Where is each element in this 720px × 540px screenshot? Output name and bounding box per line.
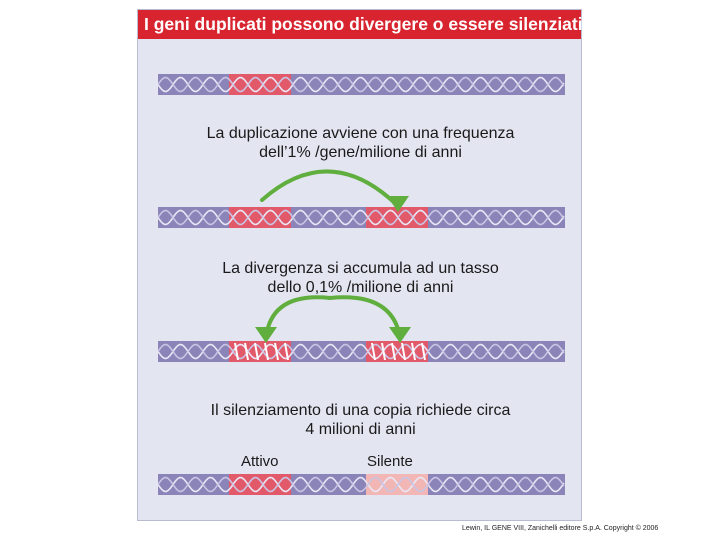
divergence-arrow-left: [255, 297, 330, 343]
copyright-credit: Lewin, IL GENE VIII, Zanichelli editore S.p.A. Copyright © 2006: [462, 525, 659, 532]
dna-strand-original: [158, 74, 565, 95]
silencing-caption-line1: Il silenziamento di una copia richiede circa: [210, 402, 511, 419]
gene-original: [229, 74, 291, 95]
duplication-caption-line2: dell’1% /gene/milione di anni: [259, 144, 462, 161]
divergence-arrow-right: [330, 297, 411, 343]
duplication-arrow: [262, 171, 409, 212]
duplication-caption-line1: La duplicazione avviene con una frequenza: [206, 125, 515, 142]
arrow-shaft: [266, 297, 330, 337]
dna-strand-silenced: [158, 474, 565, 495]
silencing-caption-line2: 4 milioni di anni: [305, 421, 416, 438]
active-gene-label: Attivo: [241, 453, 279, 470]
divergence-caption-line2: dello 0,1% /milione di anni: [267, 279, 454, 296]
dna-strand-diverged: [158, 341, 565, 362]
gene-active: [229, 474, 291, 495]
silent-gene-label: Silente: [367, 453, 413, 470]
arrowhead-icon: [255, 327, 277, 343]
arrow-shaft: [262, 171, 398, 206]
divergence-caption-line1: La divergenza si accumula ad un tasso: [222, 260, 499, 277]
arrow-shaft: [330, 297, 400, 337]
dna-strand-duplicated: [158, 207, 565, 228]
arrowhead-icon: [389, 327, 411, 343]
gene-copy-1: [229, 207, 291, 228]
figure-title: I geni duplicati possono divergere o essere silenziati: [138, 10, 581, 39]
